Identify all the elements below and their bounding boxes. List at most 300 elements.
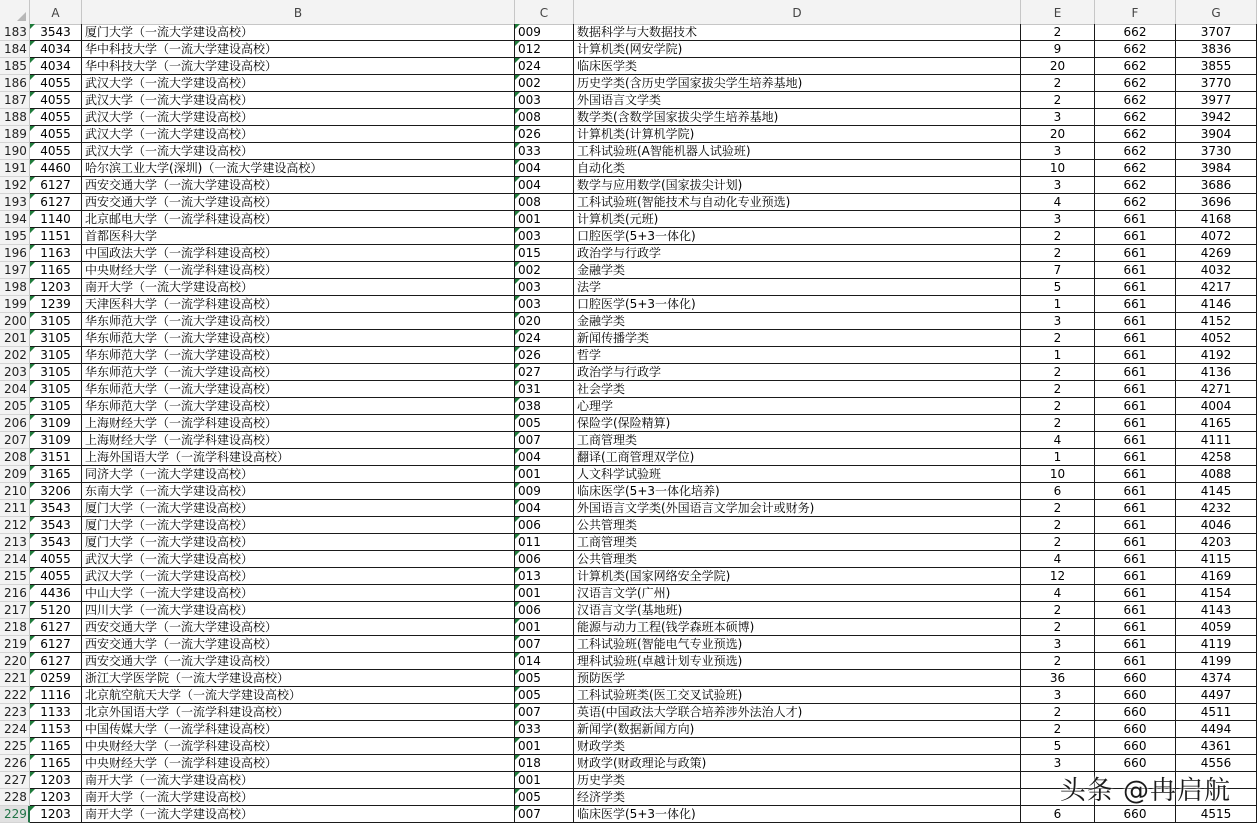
cell-b[interactable]: 西安交通大学（一流大学建设高校） (82, 177, 515, 194)
cell-f[interactable]: 662 (1095, 41, 1176, 58)
cell-e[interactable]: 6 (1021, 806, 1095, 823)
cell-g[interactable]: 4032 (1176, 262, 1257, 279)
cell-e[interactable]: 2 (1021, 245, 1095, 262)
cell-d[interactable]: 工科试验班(智能电气专业预选) (574, 636, 1021, 653)
cell-c[interactable]: 004 (515, 500, 574, 517)
cell-d[interactable]: 工科试验班(智能技术与自动化专业预选) (574, 194, 1021, 211)
row-number[interactable]: 205 (0, 398, 30, 415)
cell-f[interactable]: 661 (1095, 279, 1176, 296)
row-number[interactable]: 197 (0, 262, 30, 279)
row-number[interactable]: 215 (0, 568, 30, 585)
cell-d[interactable]: 工商管理类 (574, 432, 1021, 449)
cell-d[interactable]: 自动化类 (574, 160, 1021, 177)
cell-c[interactable]: 008 (515, 194, 574, 211)
cell-b[interactable]: 上海外国语大学（一流学科建设高校） (82, 449, 515, 466)
cell-d[interactable]: 临床医学(5+3一体化培养) (574, 483, 1021, 500)
cell-c[interactable]: 033 (515, 143, 574, 160)
cell-g[interactable]: 4192 (1176, 347, 1257, 364)
cell-c[interactable]: 038 (515, 398, 574, 415)
cell-f[interactable]: 662 (1095, 58, 1176, 75)
cell-c[interactable]: 008 (515, 109, 574, 126)
cell-e[interactable]: 2 (1021, 415, 1095, 432)
cell-g[interactable]: 4271 (1176, 381, 1257, 398)
cell-b[interactable]: 华东师范大学（一流大学建设高校） (82, 398, 515, 415)
row-number[interactable]: 187 (0, 92, 30, 109)
cell-f[interactable]: 661 (1095, 245, 1176, 262)
cell-d[interactable]: 英语(中国政法大学联合培养涉外法治人才) (574, 704, 1021, 721)
cell-e[interactable]: 20 (1021, 126, 1095, 143)
cell-f[interactable]: 661 (1095, 636, 1176, 653)
cell-a[interactable]: 1165 (30, 755, 82, 772)
cell-e[interactable]: 2 (1021, 92, 1095, 109)
cell-e[interactable]: 2 (1021, 534, 1095, 551)
cell-e[interactable]: 7 (1021, 262, 1095, 279)
cell-c[interactable]: 001 (515, 772, 574, 789)
cell-d[interactable]: 临床医学类 (574, 58, 1021, 75)
cell-f[interactable]: 662 (1095, 92, 1176, 109)
cell-e[interactable]: 2 (1021, 653, 1095, 670)
select-all-corner[interactable] (0, 0, 30, 24)
cell-d[interactable]: 工科试验班(A智能机器人试验班) (574, 143, 1021, 160)
cell-d[interactable]: 经济学类 (574, 789, 1021, 806)
cell-d[interactable]: 能源与动力工程(钱学森班本硕博) (574, 619, 1021, 636)
row-number[interactable]: 186 (0, 75, 30, 92)
cell-f[interactable]: 661 (1095, 296, 1176, 313)
cell-e[interactable]: 4 (1021, 585, 1095, 602)
cell-a[interactable]: 4055 (30, 109, 82, 126)
cell-e[interactable]: 2 (1021, 398, 1095, 415)
cell-g[interactable]: 4203 (1176, 534, 1257, 551)
row-number[interactable]: 213 (0, 534, 30, 551)
row-number[interactable]: 210 (0, 483, 30, 500)
cell-g[interactable]: 3904 (1176, 126, 1257, 143)
cell-d[interactable]: 口腔医学(5+3一体化) (574, 228, 1021, 245)
cell-f[interactable]: 660 (1095, 704, 1176, 721)
cell-f[interactable]: 661 (1095, 228, 1176, 245)
cell-f[interactable]: 661 (1095, 415, 1176, 432)
cell-g[interactable]: 4004 (1176, 398, 1257, 415)
cell-g[interactable]: 4072 (1176, 228, 1257, 245)
cell-c[interactable]: 002 (515, 262, 574, 279)
cell-b[interactable]: 武汉大学（一流大学建设高校） (82, 126, 515, 143)
cell-d[interactable]: 翻译(工商管理双学位) (574, 449, 1021, 466)
cell-a[interactable]: 5120 (30, 602, 82, 619)
cell-f[interactable]: 660 (1095, 721, 1176, 738)
cell-a[interactable]: 6127 (30, 177, 82, 194)
cell-f[interactable]: 662 (1095, 75, 1176, 92)
cell-d[interactable]: 哲学 (574, 347, 1021, 364)
row-number[interactable]: 226 (0, 755, 30, 772)
cell-a[interactable]: 1140 (30, 211, 82, 228)
row-number[interactable]: 185 (0, 58, 30, 75)
cell-d[interactable]: 工科试验班类(医工交叉试验班) (574, 687, 1021, 704)
row-number[interactable]: 190 (0, 143, 30, 160)
cell-g[interactable]: 3770 (1176, 75, 1257, 92)
cell-g[interactable]: 4052 (1176, 330, 1257, 347)
cell-f[interactable]: 662 (1095, 143, 1176, 160)
cell-a[interactable]: 6127 (30, 653, 82, 670)
cell-e[interactable]: 3 (1021, 109, 1095, 126)
cell-f[interactable]: 662 (1095, 126, 1176, 143)
cell-e[interactable]: 3 (1021, 636, 1095, 653)
cell-d[interactable]: 财政学类 (574, 738, 1021, 755)
cell-d[interactable]: 计算机类(元班) (574, 211, 1021, 228)
cell-a[interactable]: 1203 (30, 279, 82, 296)
cell-f[interactable]: 661 (1095, 364, 1176, 381)
cell-c[interactable]: 003 (515, 279, 574, 296)
cell-g[interactable]: 3977 (1176, 92, 1257, 109)
cell-d[interactable]: 公共管理类 (574, 517, 1021, 534)
cell-f[interactable]: 660 (1095, 755, 1176, 772)
cell-b[interactable]: 华东师范大学（一流大学建设高校） (82, 364, 515, 381)
row-number[interactable]: 203 (0, 364, 30, 381)
cell-a[interactable]: 1116 (30, 687, 82, 704)
row-number[interactable]: 214 (0, 551, 30, 568)
cell-c[interactable]: 015 (515, 245, 574, 262)
cell-f[interactable]: 662 (1095, 177, 1176, 194)
cell-f[interactable]: 661 (1095, 347, 1176, 364)
cell-e[interactable]: 10 (1021, 466, 1095, 483)
cell-f[interactable]: 661 (1095, 517, 1176, 534)
cell-b[interactable]: 南开大学（一流大学建设高校） (82, 789, 515, 806)
cell-e[interactable]: 3 (1021, 177, 1095, 194)
cell-b[interactable]: 上海财经大学（一流学科建设高校） (82, 415, 515, 432)
cell-a[interactable]: 3109 (30, 432, 82, 449)
cell-g[interactable]: 4145 (1176, 483, 1257, 500)
cell-a[interactable]: 4055 (30, 568, 82, 585)
cell-d[interactable]: 金融学类 (574, 313, 1021, 330)
cell-b[interactable]: 厦门大学（一流大学建设高校） (82, 534, 515, 551)
cell-b[interactable]: 厦门大学（一流大学建设高校） (82, 517, 515, 534)
cell-d[interactable]: 外国语言文学类(外国语言文学加会计或财务) (574, 500, 1021, 517)
cell-g[interactable]: 4556 (1176, 755, 1257, 772)
cell-g[interactable]: 4511 (1176, 704, 1257, 721)
cell-a[interactable]: 4055 (30, 126, 82, 143)
cell-b[interactable]: 南开大学（一流大学建设高校） (82, 279, 515, 296)
cell-e[interactable]: 2 (1021, 517, 1095, 534)
cell-e[interactable]: 3 (1021, 211, 1095, 228)
column-header-c[interactable]: C (515, 0, 574, 24)
cell-g[interactable]: 3855 (1176, 58, 1257, 75)
row-number[interactable]: 221 (0, 670, 30, 687)
cell-c[interactable]: 001 (515, 585, 574, 602)
cell-g[interactable]: 4199 (1176, 653, 1257, 670)
cell-e[interactable]: 1 (1021, 347, 1095, 364)
cell-e[interactable]: 2 (1021, 330, 1095, 347)
cell-b[interactable]: 华东师范大学（一流大学建设高校） (82, 381, 515, 398)
row-number[interactable]: 195 (0, 228, 30, 245)
row-number[interactable]: 204 (0, 381, 30, 398)
cell-d[interactable]: 工商管理类 (574, 534, 1021, 551)
cell-d[interactable]: 计算机类(网安学院) (574, 41, 1021, 58)
cell-b[interactable]: 北京外国语大学（一流学科建设高校） (82, 704, 515, 721)
cell-d[interactable]: 社会学类 (574, 381, 1021, 398)
cell-e[interactable]: 6 (1021, 483, 1095, 500)
cell-b[interactable]: 厦门大学（一流大学建设高校） (82, 500, 515, 517)
cell-f[interactable]: 661 (1095, 619, 1176, 636)
cell-b[interactable]: 中国政法大学（一流学科建设高校） (82, 245, 515, 262)
cell-b[interactable]: 南开大学（一流大学建设高校） (82, 772, 515, 789)
cell-c[interactable]: 003 (515, 92, 574, 109)
row-number[interactable]: 228 (0, 789, 30, 806)
cell-b[interactable]: 华东师范大学（一流大学建设高校） (82, 347, 515, 364)
cell-b[interactable]: 武汉大学（一流大学建设高校） (82, 551, 515, 568)
cell-g[interactable]: 4059 (1176, 619, 1257, 636)
cell-a[interactable]: 3105 (30, 313, 82, 330)
cell-b[interactable]: 华中科技大学（一流大学建设高校） (82, 58, 515, 75)
cell-g[interactable]: 4374 (1176, 670, 1257, 687)
cell-c[interactable]: 033 (515, 721, 574, 738)
cell-b[interactable]: 华东师范大学（一流大学建设高校） (82, 313, 515, 330)
cell-d[interactable]: 心理学 (574, 398, 1021, 415)
cell-f[interactable]: 661 (1095, 568, 1176, 585)
row-number[interactable]: 189 (0, 126, 30, 143)
cell-e[interactable]: 2 (1021, 721, 1095, 738)
row-number[interactable]: 191 (0, 160, 30, 177)
cell-d[interactable]: 新闻学(数据新闻方向) (574, 721, 1021, 738)
cell-d[interactable]: 计算机类(计算机学院) (574, 126, 1021, 143)
cell-c[interactable]: 027 (515, 364, 574, 381)
cell-a[interactable]: 3105 (30, 398, 82, 415)
cell-e[interactable]: 1 (1021, 449, 1095, 466)
cell-g[interactable]: 4494 (1176, 721, 1257, 738)
cell-a[interactable]: 4055 (30, 92, 82, 109)
cell-c[interactable]: 007 (515, 636, 574, 653)
cell-g[interactable]: 3686 (1176, 177, 1257, 194)
cell-e[interactable]: 5 (1021, 738, 1095, 755)
cell-c[interactable]: 005 (515, 687, 574, 704)
row-number[interactable]: 220 (0, 653, 30, 670)
row-number[interactable]: 212 (0, 517, 30, 534)
cell-c[interactable]: 007 (515, 704, 574, 721)
cell-f[interactable]: 661 (1095, 313, 1176, 330)
cell-e[interactable]: 4 (1021, 194, 1095, 211)
cell-b[interactable]: 上海财经大学（一流学科建设高校） (82, 432, 515, 449)
cell-c[interactable]: 003 (515, 228, 574, 245)
cell-e[interactable]: 12 (1021, 568, 1095, 585)
cell-d[interactable]: 法学 (574, 279, 1021, 296)
cell-e[interactable]: 2 (1021, 75, 1095, 92)
cell-c[interactable]: 004 (515, 160, 574, 177)
cell-f[interactable]: 661 (1095, 653, 1176, 670)
row-number[interactable]: 184 (0, 41, 30, 58)
cell-b[interactable]: 华中科技大学（一流大学建设高校） (82, 41, 515, 58)
cell-b[interactable]: 中国传媒大学（一流学科建设高校） (82, 721, 515, 738)
cell-e[interactable]: 2 (1021, 364, 1095, 381)
row-number[interactable]: 216 (0, 585, 30, 602)
cell-b[interactable]: 哈尔滨工业大学(深圳)（一流大学建设高校） (82, 160, 515, 177)
cell-b[interactable]: 同济大学（一流大学建设高校） (82, 466, 515, 483)
cell-g[interactable]: 4361 (1176, 738, 1257, 755)
cell-e[interactable]: 3 (1021, 313, 1095, 330)
cell-e[interactable]: 2 (1021, 24, 1095, 41)
row-number[interactable]: 223 (0, 704, 30, 721)
cell-g[interactable]: 4169 (1176, 568, 1257, 585)
cell-a[interactable]: 4460 (30, 160, 82, 177)
cell-d[interactable]: 数据科学与大数据技术 (574, 24, 1021, 41)
cell-b[interactable]: 西安交通大学（一流大学建设高校） (82, 636, 515, 653)
cell-f[interactable]: 662 (1095, 194, 1176, 211)
cell-f[interactable]: 661 (1095, 602, 1176, 619)
cell-f[interactable]: 661 (1095, 262, 1176, 279)
cell-g[interactable]: 4154 (1176, 585, 1257, 602)
row-number[interactable]: 229 (0, 806, 30, 823)
cell-g[interactable]: 4136 (1176, 364, 1257, 381)
cell-f[interactable]: 662 (1095, 24, 1176, 41)
cell-a[interactable]: 3105 (30, 381, 82, 398)
cell-b[interactable]: 天津医科大学（一流学科建设高校） (82, 296, 515, 313)
cell-c[interactable]: 009 (515, 483, 574, 500)
cell-b[interactable]: 武汉大学（一流大学建设高校） (82, 109, 515, 126)
column-header-f[interactable]: F (1095, 0, 1176, 24)
cell-a[interactable]: 6127 (30, 194, 82, 211)
cell-d[interactable]: 临床医学(5+3一体化) (574, 806, 1021, 823)
cell-f[interactable]: 661 (1095, 466, 1176, 483)
cell-g[interactable]: 4111 (1176, 432, 1257, 449)
cell-d[interactable]: 财政学(财政理论与政策) (574, 755, 1021, 772)
cell-d[interactable]: 金融学类 (574, 262, 1021, 279)
cell-f[interactable]: 660 (1095, 806, 1176, 823)
cell-c[interactable]: 026 (515, 126, 574, 143)
cell-g[interactable]: 4258 (1176, 449, 1257, 466)
cell-f[interactable]: 660 (1095, 738, 1176, 755)
cell-g[interactable]: 3836 (1176, 41, 1257, 58)
column-header-e[interactable]: E (1021, 0, 1095, 24)
row-number[interactable]: 209 (0, 466, 30, 483)
cell-g[interactable]: 4232 (1176, 500, 1257, 517)
cell-f[interactable]: 661 (1095, 585, 1176, 602)
cell-c[interactable]: 020 (515, 313, 574, 330)
cell-c[interactable]: 011 (515, 534, 574, 551)
row-number[interactable]: 222 (0, 687, 30, 704)
cell-a[interactable]: 1165 (30, 262, 82, 279)
cell-d[interactable]: 历史学类 (574, 772, 1021, 789)
cell-b[interactable]: 武汉大学（一流大学建设高校） (82, 568, 515, 585)
cell-e[interactable]: 2 (1021, 704, 1095, 721)
row-number[interactable]: 218 (0, 619, 30, 636)
cell-a[interactable]: 1133 (30, 704, 82, 721)
cell-b[interactable]: 首都医科大学 (82, 228, 515, 245)
cell-d[interactable]: 口腔医学(5+3一体化) (574, 296, 1021, 313)
cell-c[interactable]: 024 (515, 330, 574, 347)
cell-f[interactable]: 661 (1095, 500, 1176, 517)
cell-c[interactable]: 005 (515, 415, 574, 432)
cell-b[interactable]: 西安交通大学（一流大学建设高校） (82, 653, 515, 670)
cell-e[interactable]: 1 (1021, 296, 1095, 313)
row-number[interactable]: 206 (0, 415, 30, 432)
cell-g[interactable]: 4115 (1176, 551, 1257, 568)
cell-b[interactable]: 北京航空航天大学（一流大学建设高校） (82, 687, 515, 704)
cell-d[interactable]: 汉语言文学(广州) (574, 585, 1021, 602)
cell-c[interactable]: 004 (515, 449, 574, 466)
cell-a[interactable]: 1151 (30, 228, 82, 245)
cell-c[interactable]: 003 (515, 296, 574, 313)
cell-e[interactable]: 4 (1021, 551, 1095, 568)
cell-f[interactable]: 660 (1095, 687, 1176, 704)
column-header-a[interactable]: A (30, 0, 82, 24)
cell-g[interactable]: 4497 (1176, 687, 1257, 704)
cell-d[interactable]: 政治学与行政学 (574, 364, 1021, 381)
cell-d[interactable]: 数学类(含数学国家拔尖学生培养基地) (574, 109, 1021, 126)
cell-d[interactable]: 保险学(保险精算) (574, 415, 1021, 432)
cell-g[interactable]: 3696 (1176, 194, 1257, 211)
cell-g[interactable]: 4269 (1176, 245, 1257, 262)
cell-a[interactable]: 4055 (30, 551, 82, 568)
cell-a[interactable]: 1203 (30, 772, 82, 789)
cell-f[interactable]: 662 (1095, 109, 1176, 126)
cell-a[interactable]: 3151 (30, 449, 82, 466)
cell-a[interactable]: 1165 (30, 738, 82, 755)
cell-a[interactable]: 3543 (30, 517, 82, 534)
cell-f[interactable]: 661 (1095, 398, 1176, 415)
cell-e[interactable]: 2 (1021, 381, 1095, 398)
cell-e[interactable]: 36 (1021, 670, 1095, 687)
cell-f[interactable]: 661 (1095, 449, 1176, 466)
cell-a[interactable]: 4055 (30, 143, 82, 160)
cell-d[interactable]: 理科试验班(卓越计划专业预选) (574, 653, 1021, 670)
cell-d[interactable]: 汉语言文学(基地班) (574, 602, 1021, 619)
cell-f[interactable]: 661 (1095, 432, 1176, 449)
cell-a[interactable]: 3206 (30, 483, 82, 500)
cell-c[interactable]: 001 (515, 466, 574, 483)
cell-f[interactable]: 661 (1095, 534, 1176, 551)
cell-c[interactable]: 006 (515, 602, 574, 619)
cell-a[interactable]: 4436 (30, 585, 82, 602)
cell-g[interactable]: 3730 (1176, 143, 1257, 160)
cell-d[interactable]: 外国语言文学类 (574, 92, 1021, 109)
cell-a[interactable]: 1239 (30, 296, 82, 313)
row-number[interactable]: 199 (0, 296, 30, 313)
cell-b[interactable]: 中央财经大学（一流学科建设高校） (82, 738, 515, 755)
row-number[interactable]: 196 (0, 245, 30, 262)
cell-c[interactable]: 005 (515, 670, 574, 687)
cell-c[interactable]: 007 (515, 806, 574, 823)
cell-a[interactable]: 4034 (30, 41, 82, 58)
cell-a[interactable]: 3109 (30, 415, 82, 432)
row-number[interactable]: 219 (0, 636, 30, 653)
cell-a[interactable]: 4055 (30, 75, 82, 92)
cell-c[interactable]: 014 (515, 653, 574, 670)
cell-f[interactable]: 662 (1095, 160, 1176, 177)
cell-d[interactable]: 预防医学 (574, 670, 1021, 687)
cell-g[interactable]: 3707 (1176, 24, 1257, 41)
cell-b[interactable]: 厦门大学（一流大学建设高校） (82, 24, 515, 41)
cell-a[interactable]: 1153 (30, 721, 82, 738)
cell-g[interactable]: 4046 (1176, 517, 1257, 534)
cell-d[interactable]: 计算机类(国家网络安全学院) (574, 568, 1021, 585)
cell-a[interactable]: 0259 (30, 670, 82, 687)
cell-c[interactable]: 026 (515, 347, 574, 364)
column-header-d[interactable]: D (574, 0, 1021, 24)
cell-f[interactable]: 661 (1095, 551, 1176, 568)
cell-e[interactable]: 2 (1021, 602, 1095, 619)
cell-c[interactable]: 005 (515, 789, 574, 806)
cell-a[interactable]: 3543 (30, 500, 82, 517)
cell-c[interactable]: 006 (515, 517, 574, 534)
cell-g[interactable]: 4165 (1176, 415, 1257, 432)
row-number[interactable]: 194 (0, 211, 30, 228)
cell-e[interactable]: 3 (1021, 143, 1095, 160)
cell-g[interactable]: 4152 (1176, 313, 1257, 330)
cell-a[interactable]: 6127 (30, 619, 82, 636)
cell-a[interactable]: 3105 (30, 347, 82, 364)
cell-e[interactable]: 20 (1021, 58, 1095, 75)
row-number[interactable]: 224 (0, 721, 30, 738)
cell-a[interactable]: 1163 (30, 245, 82, 262)
cell-g[interactable]: 4217 (1176, 279, 1257, 296)
cell-f[interactable]: 660 (1095, 670, 1176, 687)
cell-c[interactable]: 001 (515, 738, 574, 755)
